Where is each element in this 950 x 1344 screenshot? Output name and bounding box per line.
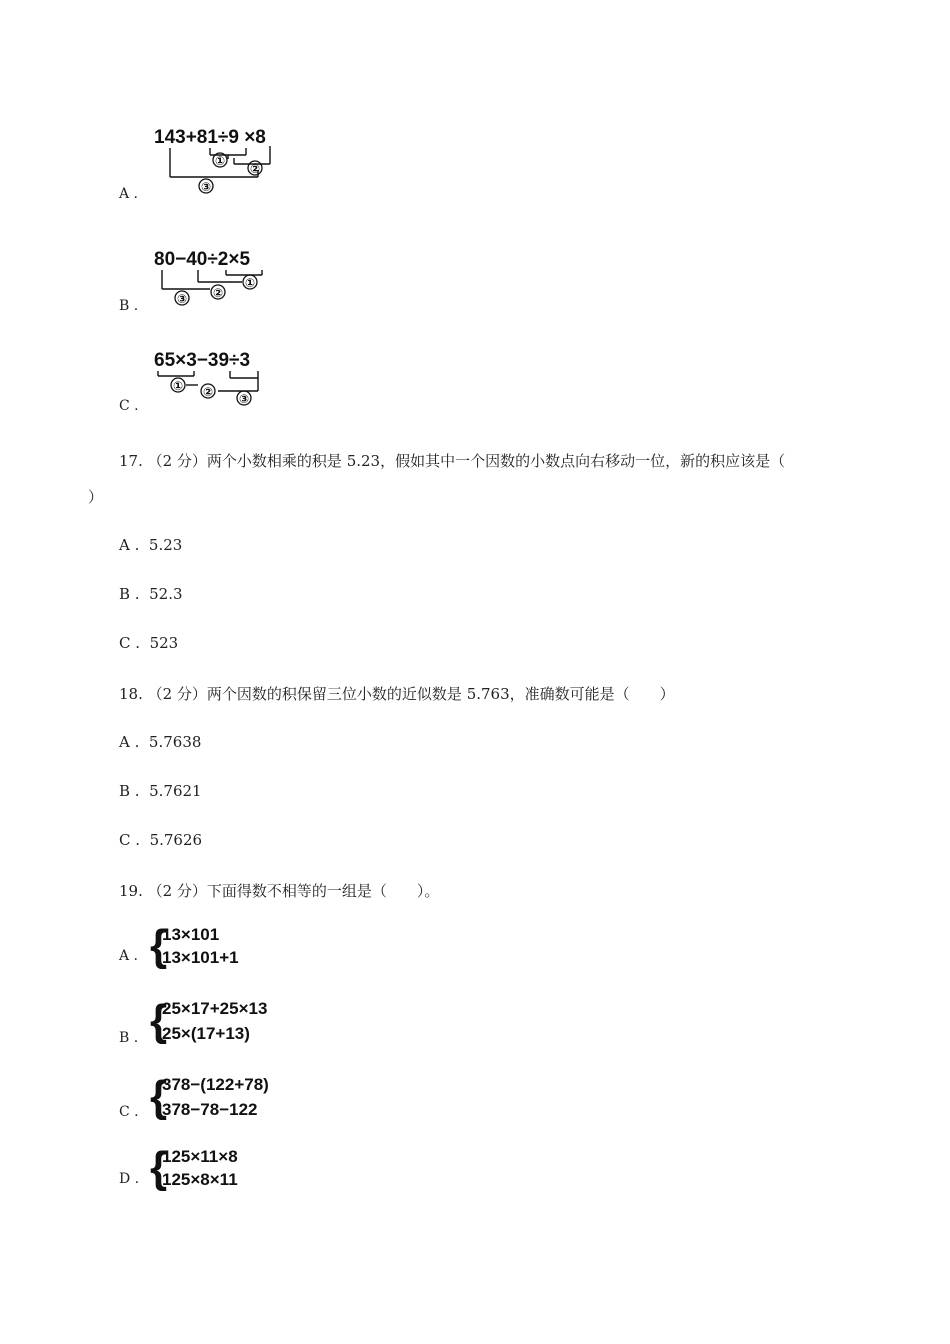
expression-pair-b — [150, 996, 310, 1046]
option-value: 523 — [149, 634, 179, 652]
svg-text:{: { — [150, 922, 168, 970]
step-mark: ① — [245, 276, 256, 290]
step-mark: ① — [173, 379, 184, 393]
option-label: A . — [119, 948, 139, 964]
expression-top: 378−(122+78) — [162, 1075, 269, 1094]
question-stem: 19. （2 分）下面得数不相等的一组是（ ）。 — [119, 882, 440, 900]
option-value: 5.7638 — [148, 733, 202, 751]
step-mark: ① — [215, 154, 226, 168]
step-mark: ② — [203, 385, 214, 399]
expression-bottom: 13×101+1 — [162, 948, 239, 967]
svg-text:{: { — [150, 1072, 168, 1121]
expression-text: 65×3−39÷3 — [154, 350, 251, 371]
order-of-operations-figure-a — [150, 122, 280, 198]
option-c — [119, 831, 202, 849]
option-label: A . — [119, 536, 140, 554]
svg-text:{: { — [150, 1144, 168, 1192]
option-b — [119, 782, 202, 800]
question-stem: 18. （2 分）两个因数的积保留三位小数的近似数是 5.763，准确数可能是（ ） — [119, 685, 675, 703]
option-label: B . — [119, 782, 140, 800]
expression-top: 13×101 — [162, 925, 220, 944]
question-stem: 17. （2 分）两个小数相乘的积是 5.23，假如其中一个因数的小数点向右移动一位，新的积应该是（ — [119, 452, 786, 470]
option-value: 5.23 — [148, 536, 183, 554]
option-label: D . — [119, 1171, 140, 1187]
option-label: A . — [119, 733, 140, 751]
option-value: 5.7626 — [149, 831, 203, 849]
option-label: B . — [119, 298, 139, 314]
option-label: A . — [119, 186, 139, 202]
option-label: C . — [119, 831, 141, 849]
option-c — [119, 634, 178, 652]
option-b — [119, 585, 183, 603]
option-value: 5.7621 — [149, 782, 202, 800]
option-a — [119, 733, 201, 751]
expression-pair-d — [150, 1144, 310, 1192]
order-of-operations-figure-c — [150, 345, 280, 411]
expression-top: 125×11×8 — [162, 1147, 238, 1166]
expression-bottom: 125×8×11 — [162, 1170, 238, 1189]
question-stem-continuation: ） — [88, 488, 104, 506]
step-mark: ③ — [239, 392, 250, 406]
expression-bottom: 378−78−122 — [162, 1100, 258, 1119]
expression-bottom: 25×(17+13) — [162, 1024, 250, 1043]
expression-pair-c — [150, 1072, 310, 1122]
step-mark: ② — [250, 162, 261, 176]
option-label: C . — [119, 398, 139, 414]
expression-top: 25×17+25×13 — [162, 999, 268, 1018]
step-mark: ③ — [201, 180, 212, 194]
option-label: B . — [119, 1030, 139, 1046]
expression-text: 80−40÷2×5 — [154, 249, 251, 270]
option-label: B . — [119, 585, 140, 603]
step-mark: ② — [213, 286, 224, 300]
option-label: C . — [119, 1104, 139, 1120]
expression-pair-a — [150, 922, 310, 970]
option-a — [119, 536, 182, 554]
expression-text: 143+81÷9 ×8 — [154, 127, 266, 148]
svg-text:{: { — [150, 996, 168, 1045]
option-label: C . — [119, 634, 141, 652]
step-mark: ③ — [177, 292, 188, 306]
order-of-operations-figure-b — [150, 244, 280, 310]
option-value: 52.3 — [149, 585, 183, 603]
